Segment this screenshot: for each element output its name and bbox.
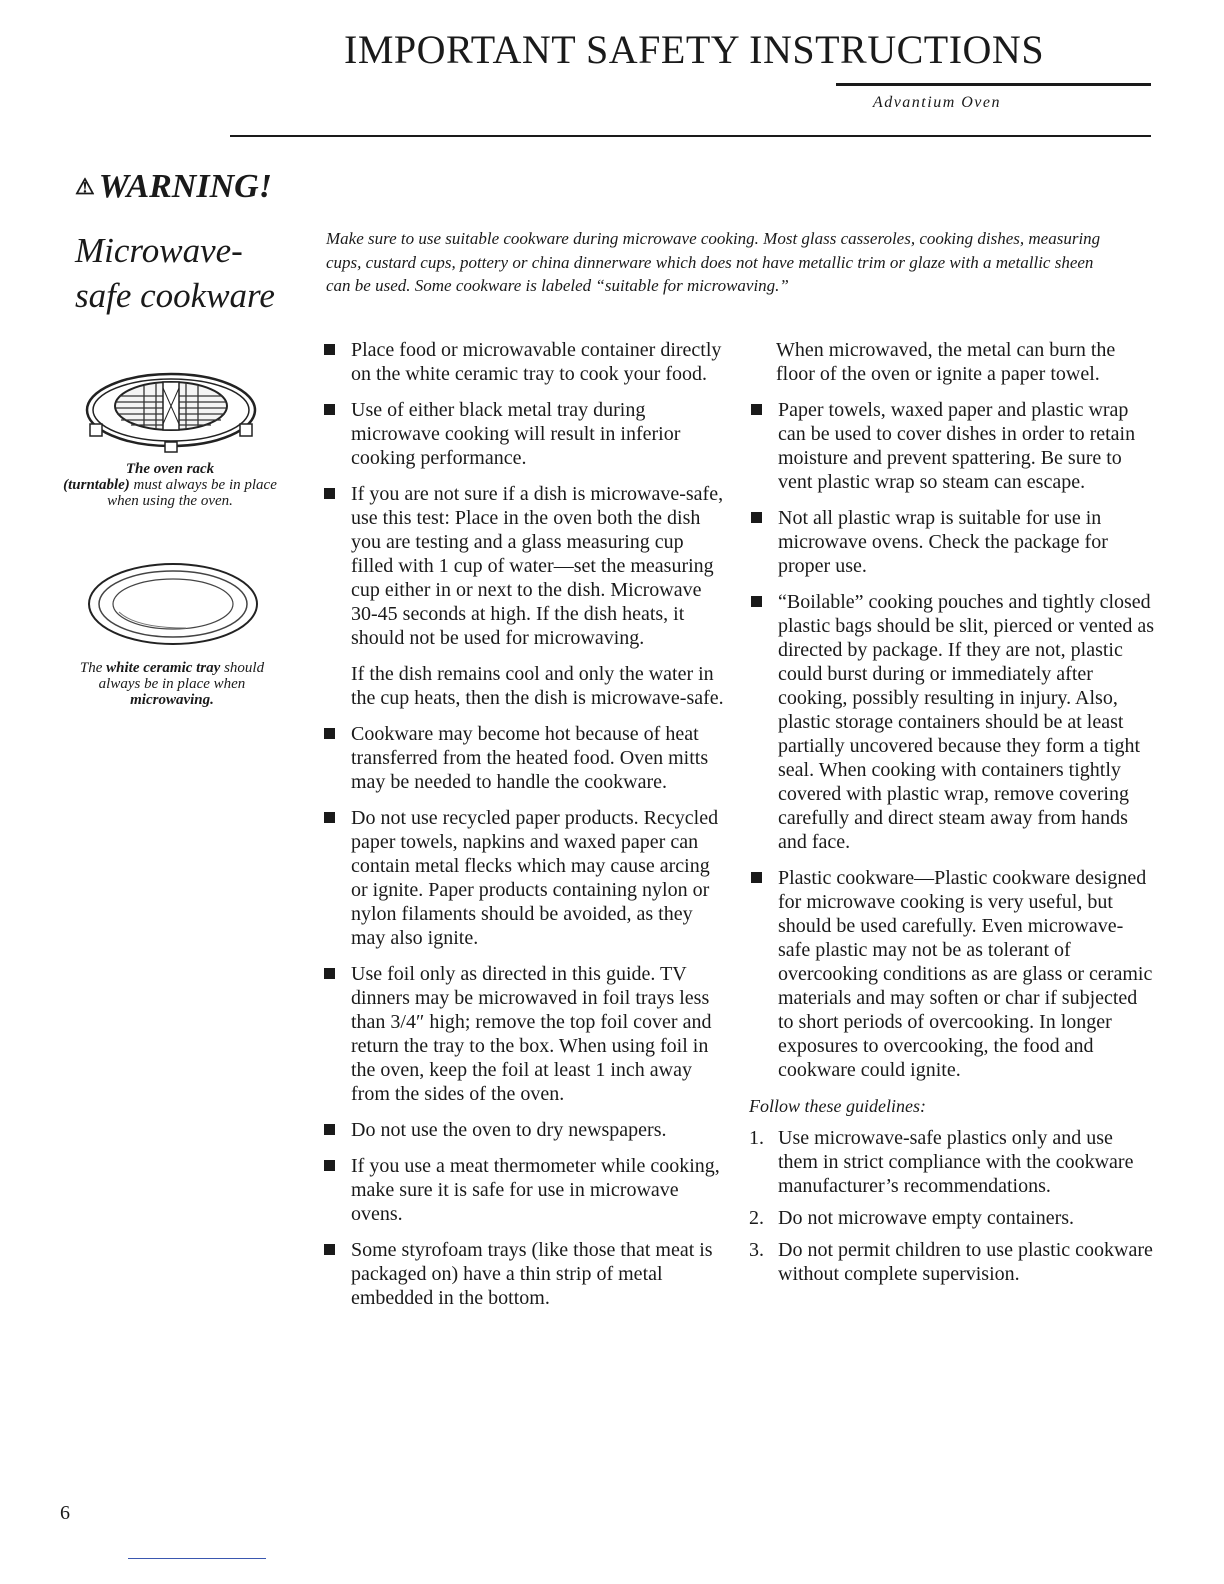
bullet-square-icon bbox=[324, 1244, 335, 1255]
ceramic-tray-caption: The white ceramic tray should always be in place when microwaving. bbox=[79, 660, 265, 708]
bullet-square-icon bbox=[751, 404, 762, 415]
bullet-square-icon bbox=[324, 728, 335, 739]
section-title: Microwave-safe cookware bbox=[75, 231, 275, 315]
warning-label: WARNING! bbox=[98, 168, 272, 205]
list-item: Place food or microwavable container directly on the white ceramic tray to cook your food. bbox=[318, 338, 728, 386]
oven-rack-icon bbox=[84, 368, 259, 454]
bullet-square-icon bbox=[751, 596, 762, 607]
left-column bbox=[318, 338, 728, 1322]
list-item: Use foil only as directed in this guide. TV dinners may be microwaved in foil trays less than 3/4″ high; remove the top foil cover and return the tray to the box. When using foil in the oven, keep the foil at least 1 inch away from the sides of the oven. bbox=[318, 962, 728, 1106]
list-item: Use of either black metal tray during microwave cooking will result in inferior cooking performance. bbox=[318, 398, 728, 470]
list-item: Plastic cookware—Plastic cookware designed for microwave cooking is very useful, but should be used carefully. Even microwave-safe plastic may not be as tolerant of overcooking conditions as are glass or ceramic materials and may soften or char if subjected to short periods of overcooking. In longer exposures to overcooking, the food and cookware could ignite. bbox=[745, 866, 1155, 1082]
list-item: Paper towels, waxed paper and plastic wrap can be used to cover dishes in order to retain moisture and prevent spattering. Be sure to vent plastic wrap so steam can escape. bbox=[745, 398, 1155, 494]
header-rule-short bbox=[836, 83, 1151, 86]
list-item: If you use a meat thermometer while cooking, make sure it is safe for use in microwave ovens. bbox=[318, 1154, 728, 1226]
intro-paragraph: Make sure to use suitable cookware during microwave cooking. Most glass casseroles, cooking dishes, measuring cups, custard cups, pottery or china dinnerware which does not have metallic trim or glaze with a metallic sheen can be used. Some cookware is labeled “suitable for microwaving.” bbox=[326, 229, 1101, 295]
bullet-square-icon bbox=[324, 968, 335, 979]
bullet-square-icon bbox=[324, 488, 335, 499]
bullet-square-icon bbox=[324, 812, 335, 823]
list-item: Cookware may become hot because of heat transferred from the heated food. Oven mitts may be needed to handle the cookware. bbox=[318, 722, 728, 794]
list-item: Not all plastic wrap is suitable for use in microwave ovens. Check the package for proper use. bbox=[745, 506, 1155, 578]
numbered-item: 1. Use microwave-safe plastics only and use them in strict compliance with the cookware manufacturer’s recommendations. bbox=[749, 1127, 1134, 1197]
bullet-square-icon bbox=[751, 512, 762, 523]
bullet-square-icon bbox=[324, 1160, 335, 1171]
warning-heading bbox=[75, 168, 272, 206]
oven-rack-caption: The oven rack (turntable) must always be in place when using the oven. bbox=[63, 461, 277, 509]
guidelines-heading: Follow these guidelines: bbox=[749, 1096, 926, 1116]
list-item-paragraph: If the dish remains cool and only the water in the cup heats, then the dish is microwave-safe. bbox=[351, 663, 724, 709]
bullet-square-icon bbox=[324, 1124, 335, 1135]
numbered-item: 3. Do not permit children to use plastic cookware without complete supervision. bbox=[749, 1239, 1153, 1285]
bullet-square-icon bbox=[324, 404, 335, 415]
page-title: IMPORTANT SAFETY INSTRUCTIONS bbox=[344, 27, 1045, 72]
list-item: Do not use recycled paper products. Recycled paper towels, napkins and waxed paper can contain metal flecks which may cause arcing or ignite. Paper products containing nylon or nylon filaments should be avoided, as they may also ignite. bbox=[318, 806, 728, 950]
page-number: 6 bbox=[60, 1502, 70, 1524]
list-item: If you are not sure if a dish is microwave-safe, use this test: Place in the oven both the dish you are testing and a glass measuring cup filled with 1 cup of water—set the measuring cup either in or next to the dish. Microwave 30-45 seconds at high. If the dish heats, it should not be used for microwaving. bbox=[318, 482, 728, 650]
ceramic-tray-icon bbox=[86, 560, 260, 648]
warning-triangle-icon: ⚠ bbox=[75, 174, 95, 199]
right-column bbox=[745, 338, 1155, 1294]
continued-paragraph: When microwaved, the metal can burn the floor of the oven or ignite a paper towel. bbox=[776, 339, 1116, 385]
bullet-square-icon bbox=[751, 872, 762, 883]
bullet-square-icon bbox=[324, 344, 335, 355]
product-name: Advantium Oven bbox=[872, 94, 1001, 111]
numbered-item: 2. Do not microwave empty containers. bbox=[749, 1207, 1075, 1229]
header-rule-long bbox=[230, 135, 1151, 137]
list-item: Some styrofoam trays (like those that meat is packaged on) have a thin strip of metal embedded in the bottom. bbox=[318, 1238, 728, 1310]
footer-rule bbox=[128, 1558, 266, 1559]
list-item: “Boilable” cooking pouches and tightly closed plastic bags should be slit, pierced or vented as directed by package. If they are not, plastic could burst during or immediately after cooking, possibly resulting in injury. Also, plastic storage containers should be at least partially uncovered because they form a tight seal. When cooking with containers tightly covered with plastic wrap, remove covering carefully and direct steam away from hands and face. bbox=[745, 590, 1155, 854]
list-item: Do not use the oven to dry newspapers. bbox=[318, 1118, 728, 1142]
